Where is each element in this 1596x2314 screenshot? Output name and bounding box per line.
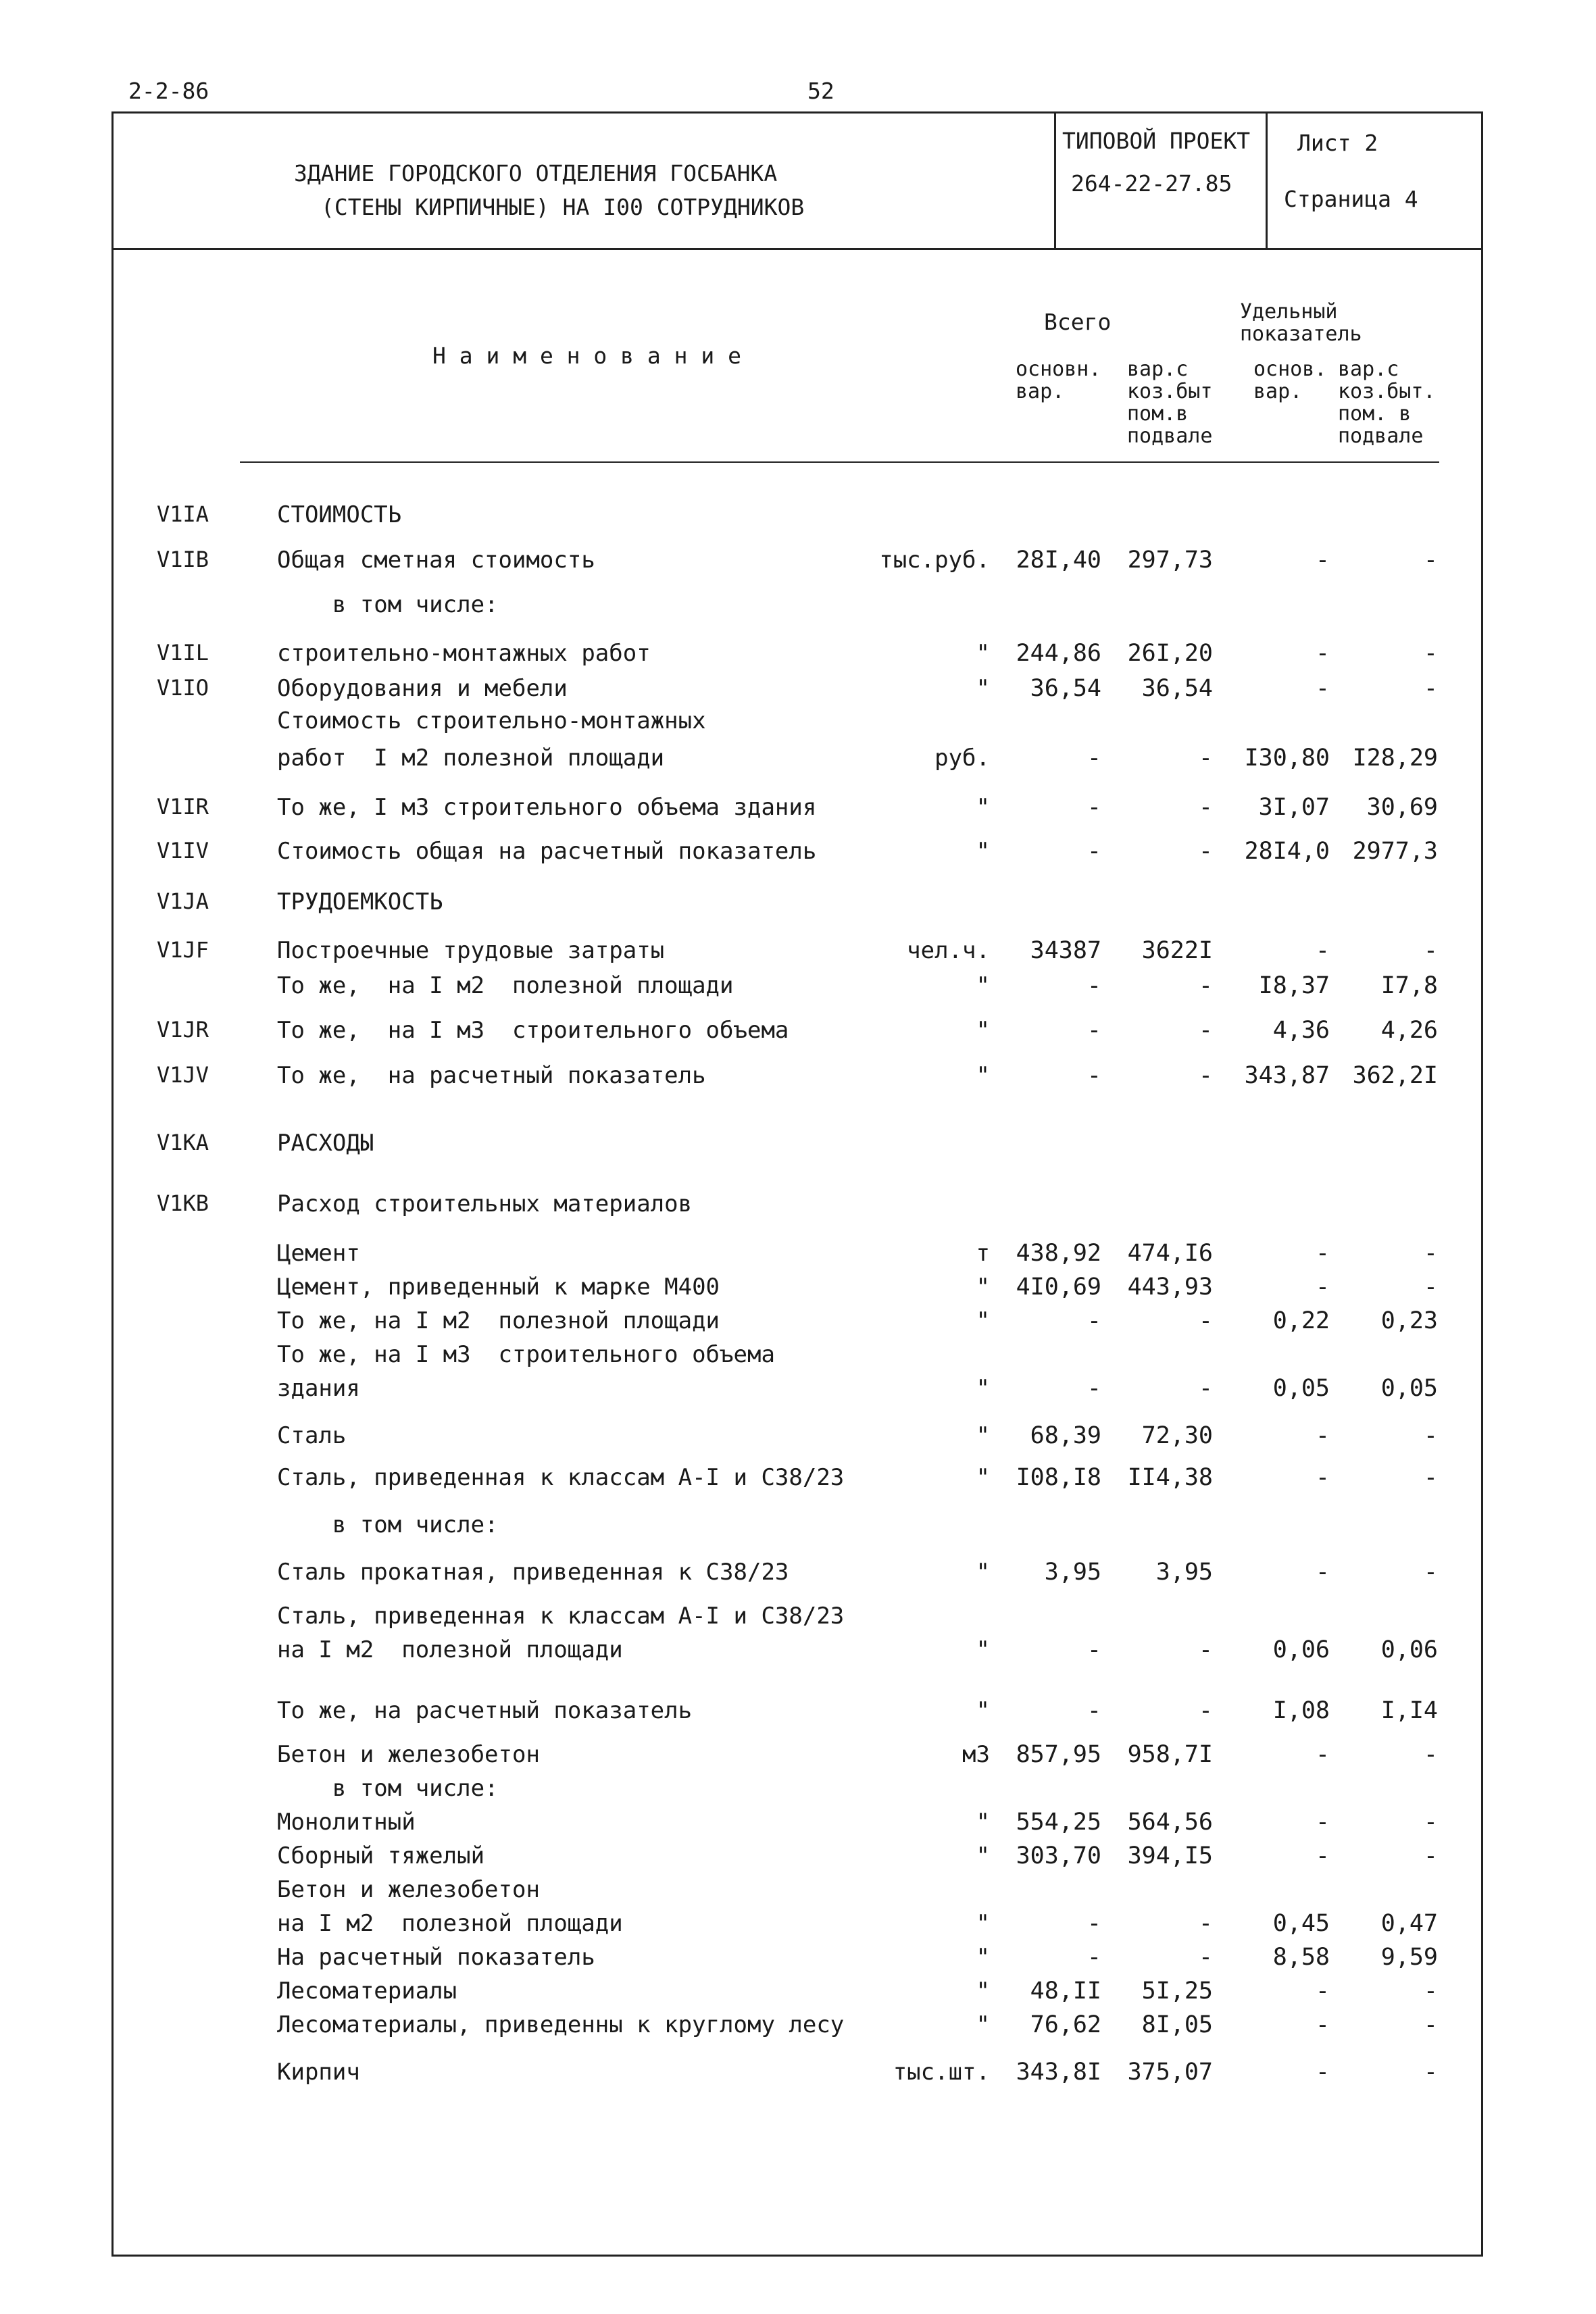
row-spec-alt: - — [1423, 2011, 1438, 2038]
row-unit: " — [976, 1910, 990, 1937]
row-name: в том числе: — [277, 1511, 499, 1538]
row-spec-alt: 362,2I — [1352, 1062, 1438, 1089]
row-name: строительно-монтажных работ — [277, 640, 651, 667]
row-unit: " — [976, 1944, 990, 1971]
row-spec-base: - — [1315, 1464, 1330, 1491]
row-total-alt: - — [1198, 1944, 1213, 1971]
row-spec-alt: 0,05 — [1380, 1375, 1438, 1402]
row-name: на I м2 полезной площади — [277, 1910, 623, 1937]
row-total-base: 48,II — [1030, 1978, 1101, 2005]
row-name: На расчетный показатель — [277, 1944, 595, 1971]
row-spec-alt: - — [1423, 547, 1438, 574]
row-spec-alt: - — [1423, 1422, 1438, 1449]
row-spec-base: - — [1315, 1842, 1330, 1869]
row-unit: " — [976, 1978, 990, 2005]
row-total-alt: 564,56 — [1127, 1809, 1213, 1836]
row-code: V1IR — [157, 794, 209, 820]
row-total-alt: 443,93 — [1127, 1274, 1213, 1301]
row-total-base: - — [1087, 1375, 1101, 1402]
row-spec-alt: - — [1423, 1464, 1438, 1491]
doc-number: 2-2-86 — [128, 78, 209, 104]
row-name: Стоимость строительно-монтажных — [277, 707, 706, 734]
row-name: Стоимость общая на расчетный показатель — [277, 838, 817, 865]
header-name: Н а и м е н о в а н и е — [432, 343, 741, 369]
row-code: V1IV — [157, 838, 209, 863]
row-name: в том числе: — [277, 1775, 499, 1802]
row-spec-base: - — [1315, 2011, 1330, 2038]
row-spec-base: - — [1315, 547, 1330, 574]
row-unit: " — [976, 1274, 990, 1301]
page-number: 52 — [807, 78, 834, 104]
row-spec-base: - — [1315, 640, 1330, 667]
row-spec-base: - — [1315, 1978, 1330, 2005]
row-total-base: - — [1087, 1697, 1101, 1724]
row-total-alt: 474,I6 — [1127, 1240, 1213, 1267]
row-name: Общая сметная стоимость — [277, 547, 595, 574]
row-name: То же, на I м2 полезной площади — [277, 1307, 720, 1334]
row-name: работ I м2 полезной площади — [277, 745, 665, 772]
row-name: здания — [277, 1375, 360, 1402]
row-unit: " — [976, 675, 990, 702]
row-name: То же, на расчетный показатель — [277, 1062, 706, 1089]
row-name: То же, на I м3 строительного объема — [277, 1341, 775, 1368]
row-total-alt: 26I,20 — [1127, 640, 1213, 667]
row-spec-alt: - — [1423, 675, 1438, 702]
row-unit: чел.ч. — [907, 937, 990, 964]
row-total-base: 303,70 — [1016, 1842, 1101, 1869]
row-total-alt: 3622I — [1141, 937, 1213, 964]
row-total-alt: II4,38 — [1127, 1464, 1213, 1491]
row-total-alt: - — [1198, 1375, 1213, 1402]
row-total-alt: - — [1198, 745, 1213, 772]
row-total-base: - — [1087, 1944, 1101, 1971]
row-spec-base: - — [1315, 1741, 1330, 1768]
row-total-alt: - — [1198, 1062, 1213, 1089]
row-total-alt: - — [1198, 1697, 1213, 1724]
page-label: Страница 4 — [1284, 186, 1418, 212]
row-unit: " — [976, 1697, 990, 1724]
row-spec-alt: 4,26 — [1380, 1017, 1438, 1044]
row-spec-alt: - — [1423, 2059, 1438, 2086]
row-unit: " — [976, 640, 990, 667]
row-unit: " — [976, 1375, 990, 1402]
row-spec-base: - — [1315, 1809, 1330, 1836]
row-total-base: 36,54 — [1030, 675, 1101, 702]
row-total-alt: 8I,05 — [1141, 2011, 1213, 2038]
row-name: Лесоматериалы — [277, 1978, 457, 2005]
row-code: V1IO — [157, 675, 209, 701]
row-total-alt: - — [1198, 1307, 1213, 1334]
row-spec-base: 343,87 — [1244, 1062, 1330, 1089]
row-spec-alt: - — [1423, 1240, 1438, 1267]
row-spec-base: 28I4,0 — [1244, 838, 1330, 865]
row-name: Построечные трудовые затраты — [277, 937, 665, 964]
row-name: в том числе: — [277, 591, 499, 618]
row-total-alt: 394,I5 — [1127, 1842, 1213, 1869]
row-total-base: 28I,40 — [1016, 547, 1101, 574]
project-number: 264-22-27.85 — [1071, 170, 1232, 197]
row-total-base: 554,25 — [1016, 1809, 1101, 1836]
row-name: Оборудования и мебели — [277, 675, 568, 702]
row-total-alt: - — [1198, 972, 1213, 999]
row-spec-base: 0,45 — [1272, 1910, 1330, 1937]
row-name: РАСХОДЫ — [277, 1130, 374, 1157]
row-spec-base: - — [1315, 1422, 1330, 1449]
row-name: Цемент — [277, 1240, 360, 1267]
row-name: Сталь — [277, 1422, 347, 1449]
row-name: СТОИМОСТЬ — [277, 501, 402, 528]
row-spec-base: 8,58 — [1272, 1944, 1330, 1971]
row-code: V1IL — [157, 640, 209, 665]
project-label: ТИПОВОЙ ПРОЕКТ — [1062, 128, 1251, 154]
row-total-base: 857,95 — [1016, 1741, 1101, 1768]
row-total-alt: - — [1198, 1017, 1213, 1044]
row-name: То же, на I м3 строительного объема — [277, 1017, 789, 1044]
row-spec-alt: 0,47 — [1380, 1910, 1438, 1937]
row-unit: т — [976, 1240, 990, 1267]
row-total-alt: 5I,25 — [1141, 1978, 1213, 2005]
row-code: V1IB — [157, 547, 209, 572]
row-unit: м3 — [962, 1741, 990, 1768]
row-spec-base: I,08 — [1272, 1697, 1330, 1724]
row-spec-base: 0,06 — [1272, 1636, 1330, 1663]
row-unit: " — [976, 1809, 990, 1836]
row-unit: " — [976, 1017, 990, 1044]
row-total-base: 34387 — [1030, 937, 1101, 964]
row-total-base: - — [1087, 1636, 1101, 1663]
row-name: Сталь, приведенная к классам А-I и С38/23 — [277, 1464, 845, 1491]
header-specific: Удельный показатель — [1240, 300, 1362, 346]
row-total-base: 438,92 — [1016, 1240, 1101, 1267]
row-total-alt: 375,07 — [1127, 2059, 1213, 2086]
row-name: Бетон и железобетон — [277, 1741, 540, 1768]
row-name: Бетон и железобетон — [277, 1876, 540, 1903]
row-spec-base: - — [1315, 1274, 1330, 1301]
row-unit: " — [976, 1062, 990, 1089]
row-spec-alt: I7,8 — [1380, 972, 1438, 999]
row-spec-alt: - — [1423, 1559, 1438, 1586]
row-spec-alt: 9,59 — [1380, 1944, 1438, 1971]
header-total-alt: вар.с коз.быт пом.в подвале — [1127, 357, 1213, 448]
row-code: V1JV — [157, 1062, 209, 1088]
row-unit: " — [976, 838, 990, 865]
row-unit: тыс.руб. — [879, 547, 990, 574]
row-unit: " — [976, 794, 990, 821]
row-name: То же, на I м2 полезной площади — [277, 972, 734, 999]
row-total-alt: - — [1198, 1636, 1213, 1663]
row-spec-base: 4,36 — [1272, 1017, 1330, 1044]
row-spec-alt: - — [1423, 640, 1438, 667]
row-unit: " — [976, 1307, 990, 1334]
row-spec-base: I30,80 — [1244, 745, 1330, 772]
row-spec-alt: - — [1423, 1809, 1438, 1836]
row-spec-alt: I,I4 — [1380, 1697, 1438, 1724]
row-total-alt: 297,73 — [1127, 547, 1213, 574]
row-total-base: I08,I8 — [1016, 1464, 1101, 1491]
row-spec-alt: 2977,3 — [1352, 838, 1438, 865]
row-total-alt: 3,95 — [1155, 1559, 1213, 1586]
row-spec-alt: - — [1423, 1741, 1438, 1768]
row-total-base: - — [1087, 1062, 1101, 1089]
row-total-alt: - — [1198, 794, 1213, 821]
row-name: То же, I м3 строительного объема здания — [277, 794, 817, 821]
header-spec-base: основ. вар. — [1253, 357, 1327, 403]
row-spec-alt: - — [1423, 1274, 1438, 1301]
row-spec-alt: 0,06 — [1380, 1636, 1438, 1663]
row-unit: " — [976, 1464, 990, 1491]
row-spec-alt: 0,23 — [1380, 1307, 1438, 1334]
row-spec-base: - — [1315, 2059, 1330, 2086]
row-unit: " — [976, 972, 990, 999]
sheet-label: Лист 2 — [1297, 130, 1378, 156]
title-line2: (СТЕНЫ КИРПИЧНЫЕ) НА I00 СОТРУДНИКОВ — [321, 194, 805, 220]
row-unit: " — [976, 2011, 990, 2038]
row-spec-base: I8,37 — [1258, 972, 1330, 999]
row-code: V1KB — [157, 1190, 209, 1216]
row-unit: " — [976, 1842, 990, 1869]
row-name: Кирпич — [277, 2059, 360, 2086]
row-code: V1JA — [157, 888, 209, 914]
row-spec-alt: 30,69 — [1366, 794, 1438, 821]
row-total-base: 244,86 — [1016, 640, 1101, 667]
row-total-base: - — [1087, 972, 1101, 999]
row-name: Монолитный — [277, 1809, 416, 1836]
row-total-base: 3,95 — [1044, 1559, 1101, 1586]
row-spec-base: 0,22 — [1272, 1307, 1330, 1334]
header-rule — [240, 461, 1439, 463]
row-spec-base: - — [1315, 1240, 1330, 1267]
row-unit: " — [976, 1422, 990, 1449]
row-total-base: - — [1087, 745, 1101, 772]
row-code: V1JR — [157, 1017, 209, 1042]
header-divider-2 — [1266, 111, 1268, 249]
row-total-alt: 36,54 — [1141, 675, 1213, 702]
header-total: Всего — [1044, 309, 1112, 335]
row-total-alt: 958,7I — [1127, 1741, 1213, 1768]
header-total-base: основн. вар. — [1016, 357, 1101, 403]
row-total-base: - — [1087, 794, 1101, 821]
title-line1: ЗДАНИЕ ГОРОДСКОГО ОТДЕЛЕНИЯ ГОСБАНКА — [294, 160, 778, 186]
row-total-base: - — [1087, 838, 1101, 865]
row-name: Сталь, приведенная к классам А-I и С38/23 — [277, 1603, 845, 1630]
row-name: Сборный тяжелый — [277, 1842, 485, 1869]
header-bottom-line — [111, 248, 1483, 250]
row-name: Сталь прокатная, приведенная к С38/23 — [277, 1559, 789, 1586]
row-name: То же, на расчетный показатель — [277, 1697, 693, 1724]
row-total-base: 76,62 — [1030, 2011, 1101, 2038]
row-total-base: 4I0,69 — [1016, 1274, 1101, 1301]
row-name: Лесоматериалы, приведенны к круглому лесу — [277, 2011, 845, 2038]
row-total-base: - — [1087, 1910, 1101, 1937]
row-spec-base: 0,05 — [1272, 1375, 1330, 1402]
row-spec-alt: I28,29 — [1352, 745, 1438, 772]
row-total-base: 343,8I — [1016, 2059, 1101, 2086]
row-code: V1KA — [157, 1130, 209, 1155]
row-name: на I м2 полезной площади — [277, 1636, 623, 1663]
row-total-alt: - — [1198, 838, 1213, 865]
row-total-base: - — [1087, 1017, 1101, 1044]
row-name: ТРУДОЕМКОСТЬ — [277, 888, 443, 915]
row-total-alt: - — [1198, 1910, 1213, 1937]
header-spec-alt: вар.с коз.быт. пом. в подвале — [1338, 357, 1436, 448]
row-spec-alt: - — [1423, 1978, 1438, 2005]
row-code: V1JF — [157, 937, 209, 963]
row-unit: руб. — [934, 745, 990, 772]
row-unit: тыс.шт. — [893, 2059, 990, 2086]
row-name: Цемент, приведенный к марке М400 — [277, 1274, 720, 1301]
row-code: V1IA — [157, 501, 209, 527]
header-divider-1 — [1054, 111, 1056, 249]
row-spec-base: - — [1315, 675, 1330, 702]
row-spec-base: - — [1315, 1559, 1330, 1586]
row-total-alt: 72,30 — [1141, 1422, 1213, 1449]
row-name: Расход строительных материалов — [277, 1190, 693, 1217]
row-unit: " — [976, 1636, 990, 1663]
row-total-base: - — [1087, 1307, 1101, 1334]
row-spec-alt: - — [1423, 1842, 1438, 1869]
row-spec-alt: - — [1423, 937, 1438, 964]
row-spec-base: 3I,07 — [1258, 794, 1330, 821]
row-total-base: 68,39 — [1030, 1422, 1101, 1449]
row-spec-base: - — [1315, 937, 1330, 964]
row-unit: " — [976, 1559, 990, 1586]
